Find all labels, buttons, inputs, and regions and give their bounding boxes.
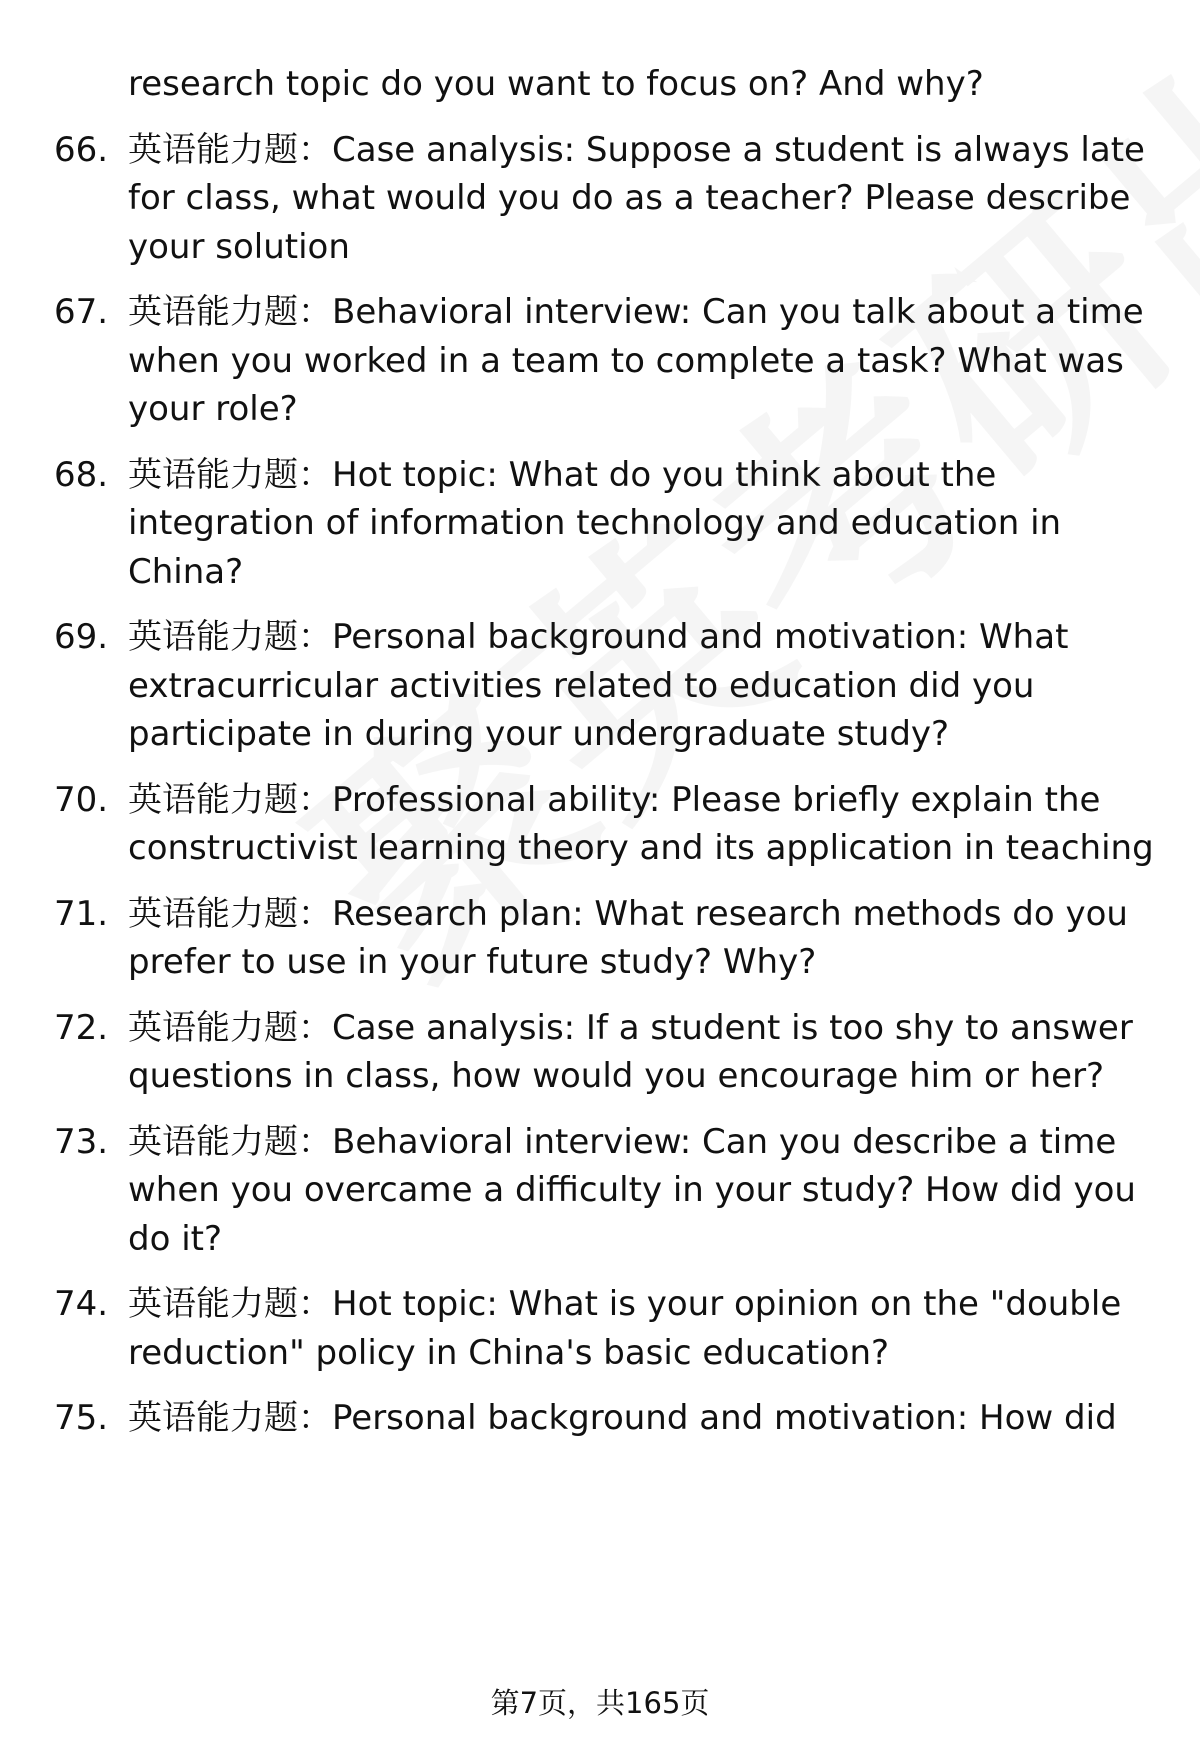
question-text: research topic do you want to focus on? And why? bbox=[128, 64, 984, 104]
question-text: 英语能力题：Behavioral interview: Can you describe a time when you overcame a difficulty in your study? How did you do it? bbox=[128, 1121, 1136, 1259]
question-number: 73. bbox=[54, 1121, 109, 1162]
question-text: 英语能力题：Professional ability: Please briefly explain the constructivist learning theory and its application in teaching bbox=[128, 779, 1154, 868]
question-item bbox=[0, 60, 1200, 109]
question-item bbox=[0, 776, 1200, 873]
question-item bbox=[0, 613, 1200, 759]
question-number: 71. bbox=[54, 893, 109, 934]
question-number: 66. bbox=[54, 129, 109, 170]
question-item bbox=[0, 1004, 1200, 1101]
question-number: 72. bbox=[54, 1007, 109, 1048]
question-item bbox=[0, 1280, 1200, 1377]
question-item bbox=[0, 890, 1200, 987]
question-number: 67. bbox=[54, 292, 109, 332]
question-text: 英语能力题：Case analysis: If a student is too shy to answer questions in class, how would you encourage him or her? bbox=[128, 1007, 1133, 1096]
page-footer: 第7页，共165页 bbox=[490, 1686, 710, 1720]
question-item bbox=[0, 126, 1200, 272]
question-text: 英语能力题：Hot topic: What do you think about the integration of information technology and education in China? bbox=[128, 454, 1062, 592]
question-number: 69. bbox=[54, 617, 109, 657]
question-number: 75. bbox=[54, 1398, 109, 1438]
question-number: 68. bbox=[54, 454, 109, 495]
question-number: 70. bbox=[54, 779, 109, 820]
question-item bbox=[0, 1394, 1200, 1443]
question-text: 英语能力题：Research plan: What research methods do you prefer to use in your future study? Why? bbox=[128, 893, 1128, 982]
question-text: 英语能力题：Personal background and motivation: What extracurricular activities related to education did you participate in during your undergraduate study? bbox=[128, 617, 1069, 754]
question-text: 英语能力题：Personal background and motivation: How did bbox=[128, 1398, 1117, 1438]
question-text: 英语能力题：Case analysis: Suppose a student is always late for class, what would you do as a teacher? Please describe your solution bbox=[128, 129, 1145, 267]
question-text: 英语能力题：Hot topic: What is your opinion on the "double reduction" policy in China's basic education? bbox=[128, 1284, 1122, 1373]
question-list bbox=[0, 60, 1200, 1460]
question-text: 英语能力题：Behavioral interview: Can you talk about a time when you worked in a team to complete a task? What was your role? bbox=[128, 292, 1144, 429]
question-number: 74. bbox=[54, 1284, 109, 1324]
question-item bbox=[0, 451, 1200, 597]
question-item bbox=[0, 1118, 1200, 1264]
question-item bbox=[0, 288, 1200, 434]
